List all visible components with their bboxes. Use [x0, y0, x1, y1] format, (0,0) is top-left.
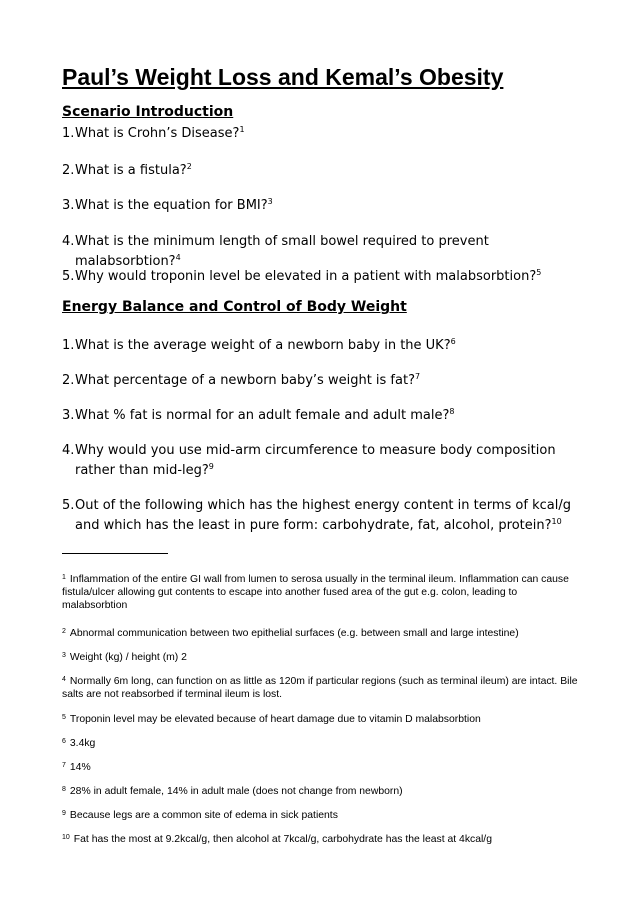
footnote-text: 3.4kg: [69, 738, 96, 749]
question-item: [62, 267, 582, 287]
question-item: [62, 371, 582, 391]
footnote-text: 14%: [69, 762, 91, 773]
footnote-text: Because legs are a common site of edema in sick patients: [69, 810, 338, 821]
question-number: 2.: [62, 373, 75, 388]
footnote-ref[interactable]: 2: [186, 162, 192, 171]
footnote: [62, 651, 582, 664]
footnote: [62, 737, 582, 750]
question-number: 4.: [62, 443, 75, 458]
question-text: What is the equation for BMI?: [75, 198, 268, 213]
question-item: [62, 336, 582, 356]
footnote-text: Normally 6m long, can function on as little as 120m if particular regions (such as terminal ileum) are intact. Bile salts are not reabsorbed if terminal ileum is lost.: [62, 676, 578, 700]
footnote-number: 3: [62, 652, 66, 659]
question-item: [62, 441, 582, 481]
footnote-ref[interactable]: 8: [449, 407, 455, 416]
page-title: Paul’s Weight Loss and Kemal’s Obesity: [62, 64, 504, 90]
question-text: What percentage of a newborn baby’s weight is fat?: [75, 373, 415, 388]
footnote-ref[interactable]: 10: [551, 517, 562, 526]
footnote-divider: [62, 553, 168, 554]
question-number: 1.: [62, 126, 75, 141]
question-item: [62, 406, 582, 426]
question-item: [62, 161, 582, 181]
question-number: 5.: [62, 269, 75, 284]
footnote-number: 6: [62, 738, 66, 745]
footnote: [62, 761, 582, 774]
footnote-number: 7: [62, 762, 66, 769]
section-heading: Scenario Introduction: [62, 104, 234, 120]
footnote-number: 9: [62, 810, 66, 817]
footnote-number: 2: [62, 628, 66, 635]
question-number: 2.: [62, 163, 75, 178]
footnote: [62, 573, 582, 612]
footnote-ref[interactable]: 9: [208, 462, 214, 471]
footnote-number: 1: [62, 574, 66, 581]
question-number: 5.: [62, 498, 75, 513]
question-item: [62, 196, 582, 216]
question-text: What % fat is normal for an adult female and adult male?: [75, 408, 450, 423]
footnote-ref[interactable]: 5: [536, 268, 542, 277]
footnote-text: Fat has the most at 9.2kcal/g, then alcohol at 7kcal/g, carbohydrate has the least at 4kcal/g: [73, 834, 492, 845]
footnote: [62, 785, 582, 798]
footnote-ref[interactable]: 7: [414, 372, 421, 381]
footnote-ref[interactable]: 3: [267, 197, 273, 206]
footnote-text: Troponin level may be elevated because of heart damage due to vitamin D malabsorbtion: [69, 714, 481, 725]
question-text: Why would troponin level be elevated in a patient with malabsorbtion?: [75, 269, 537, 284]
footnote-ref[interactable]: 6: [450, 337, 456, 346]
question-text: Out of the following which has the highest energy content in terms of kcal/g and which has the least in pure form: carbohydrate, fat, alcohol, protein?: [75, 498, 571, 533]
footnote-number: 5: [62, 714, 66, 721]
question-text: What is the minimum length of small bowel required to prevent malabsorbtion?: [75, 234, 489, 269]
question-number: 3.: [62, 198, 75, 213]
footnote-number: 4: [62, 676, 66, 683]
question-number: 3.: [62, 408, 75, 423]
footnote-text: 28% in adult female, 14% in adult male (does not change from newborn): [69, 786, 403, 797]
question-text: What is Crohn’s Disease?: [75, 126, 240, 141]
footnote: [62, 713, 582, 726]
question-number: 4.: [62, 234, 75, 249]
footnote-text: Weight (kg) / height (m) 2: [69, 652, 187, 663]
footnote-ref[interactable]: 4: [175, 253, 181, 262]
question-text: What is a fistula?: [75, 163, 187, 178]
footnote-number: 8: [62, 786, 66, 793]
question-item: [62, 124, 582, 144]
footnote-text: Abnormal communication between two epithelial surfaces (e.g. between small and large intestine): [69, 628, 519, 639]
question-text: Why would you use mid-arm circumference to measure body composition rather than mid-leg?: [75, 443, 556, 478]
question-item: [62, 232, 582, 272]
footnote-text: Inflammation of the entire GI wall from lumen to serosa usually in the terminal ileum. Inflammation can cause fistula/ulcer allowing gut contents to escape into another fused area of the gut e.g. colon, leading to malabsorbtion: [62, 574, 569, 611]
question-number: 1.: [62, 338, 75, 353]
footnote: [62, 809, 582, 822]
footnote-ref[interactable]: 1: [239, 125, 245, 134]
footnote: [62, 627, 582, 640]
question-text: What is the average weight of a newborn baby in the UK?: [75, 338, 451, 353]
question-item: [62, 496, 582, 536]
footnote: [62, 833, 582, 846]
footnote-number: 10: [62, 834, 70, 841]
section-heading: Energy Balance and Control of Body Weight: [62, 299, 407, 315]
footnote: [62, 675, 582, 701]
